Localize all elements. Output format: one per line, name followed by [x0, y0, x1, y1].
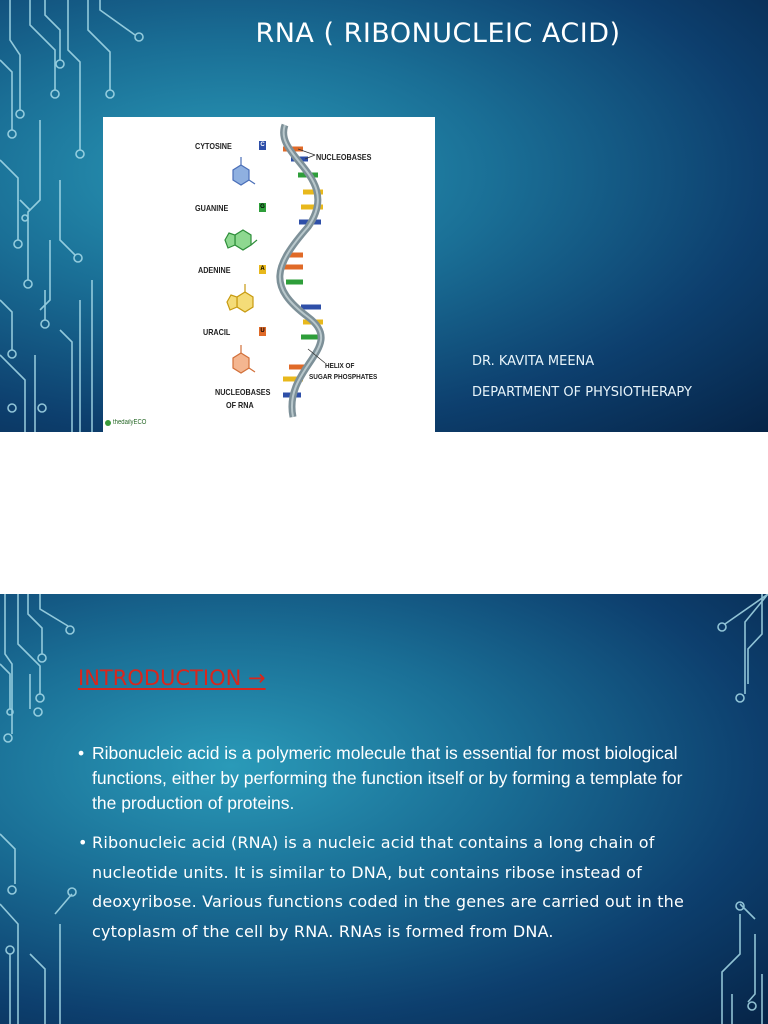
helix-label-line2: SUGAR PHOSPHATES: [309, 372, 378, 381]
bullet-item-2: [78, 828, 698, 946]
a-letter-box: A: [260, 266, 265, 272]
nucleobases-of-rna-label-line2: OF RNA: [226, 400, 254, 410]
leaf-icon: [105, 420, 111, 426]
cytosine-molecule-icon: [233, 157, 255, 185]
nucleobases-callout-label: NUCLEOBASES: [316, 152, 372, 162]
bullet-point-icon: •: [78, 743, 85, 763]
cytosine-label: CYTOSINE: [195, 141, 232, 151]
introduction-heading: INTRODUCTION →: [78, 666, 266, 690]
guanine-label: GUANINE: [195, 203, 229, 213]
introduction-slide: [0, 594, 768, 1024]
rna-figure: [103, 117, 435, 432]
adenine-label: ADENINE: [198, 265, 231, 275]
bullet-item-1: [78, 741, 698, 816]
author-name: DR. KAVITA MEENA: [472, 354, 595, 369]
department-name: DEPARTMENT OF PHYSIOTHERAPY: [472, 385, 692, 400]
bullet-point-icon: •: [78, 833, 88, 852]
nucleobases-of-rna-label-line1: NUCLEOBASES: [215, 387, 271, 397]
c-letter-box: C: [260, 142, 265, 148]
helix-label-line1: HELIX OF: [325, 361, 355, 370]
slide-title: RNA ( RIBONUCLEIC ACID): [255, 18, 621, 49]
uracil-label: URACIL: [203, 327, 231, 337]
adenine-molecule-icon: [227, 284, 253, 312]
title-slide: [0, 0, 768, 432]
rna-helix-drawing: [103, 117, 435, 432]
u-letter-box: U: [260, 328, 265, 334]
figure-credit: thedailyECO: [113, 419, 147, 426]
bullet-text-2: Ribonucleic acid (RNA) is a nucleic acid that contains a long chain of nucleotide units. It is similar to DNA, but contains ribose instead of deoxyribose. Various functions coded in the genes are carried out in the cytoplasm of the cell by RNA. RNAs is formed from DNA.: [92, 833, 685, 941]
guanine-molecule-icon: [225, 230, 257, 250]
bullet-text-1: Ribonucleic acid is a polymeric molecule that is essential for most biological functions, either by performing the function itself or by forming a template for the production of proteins.: [92, 743, 683, 813]
g-letter-box: G: [260, 204, 265, 210]
uracil-molecule-icon: [233, 345, 255, 373]
